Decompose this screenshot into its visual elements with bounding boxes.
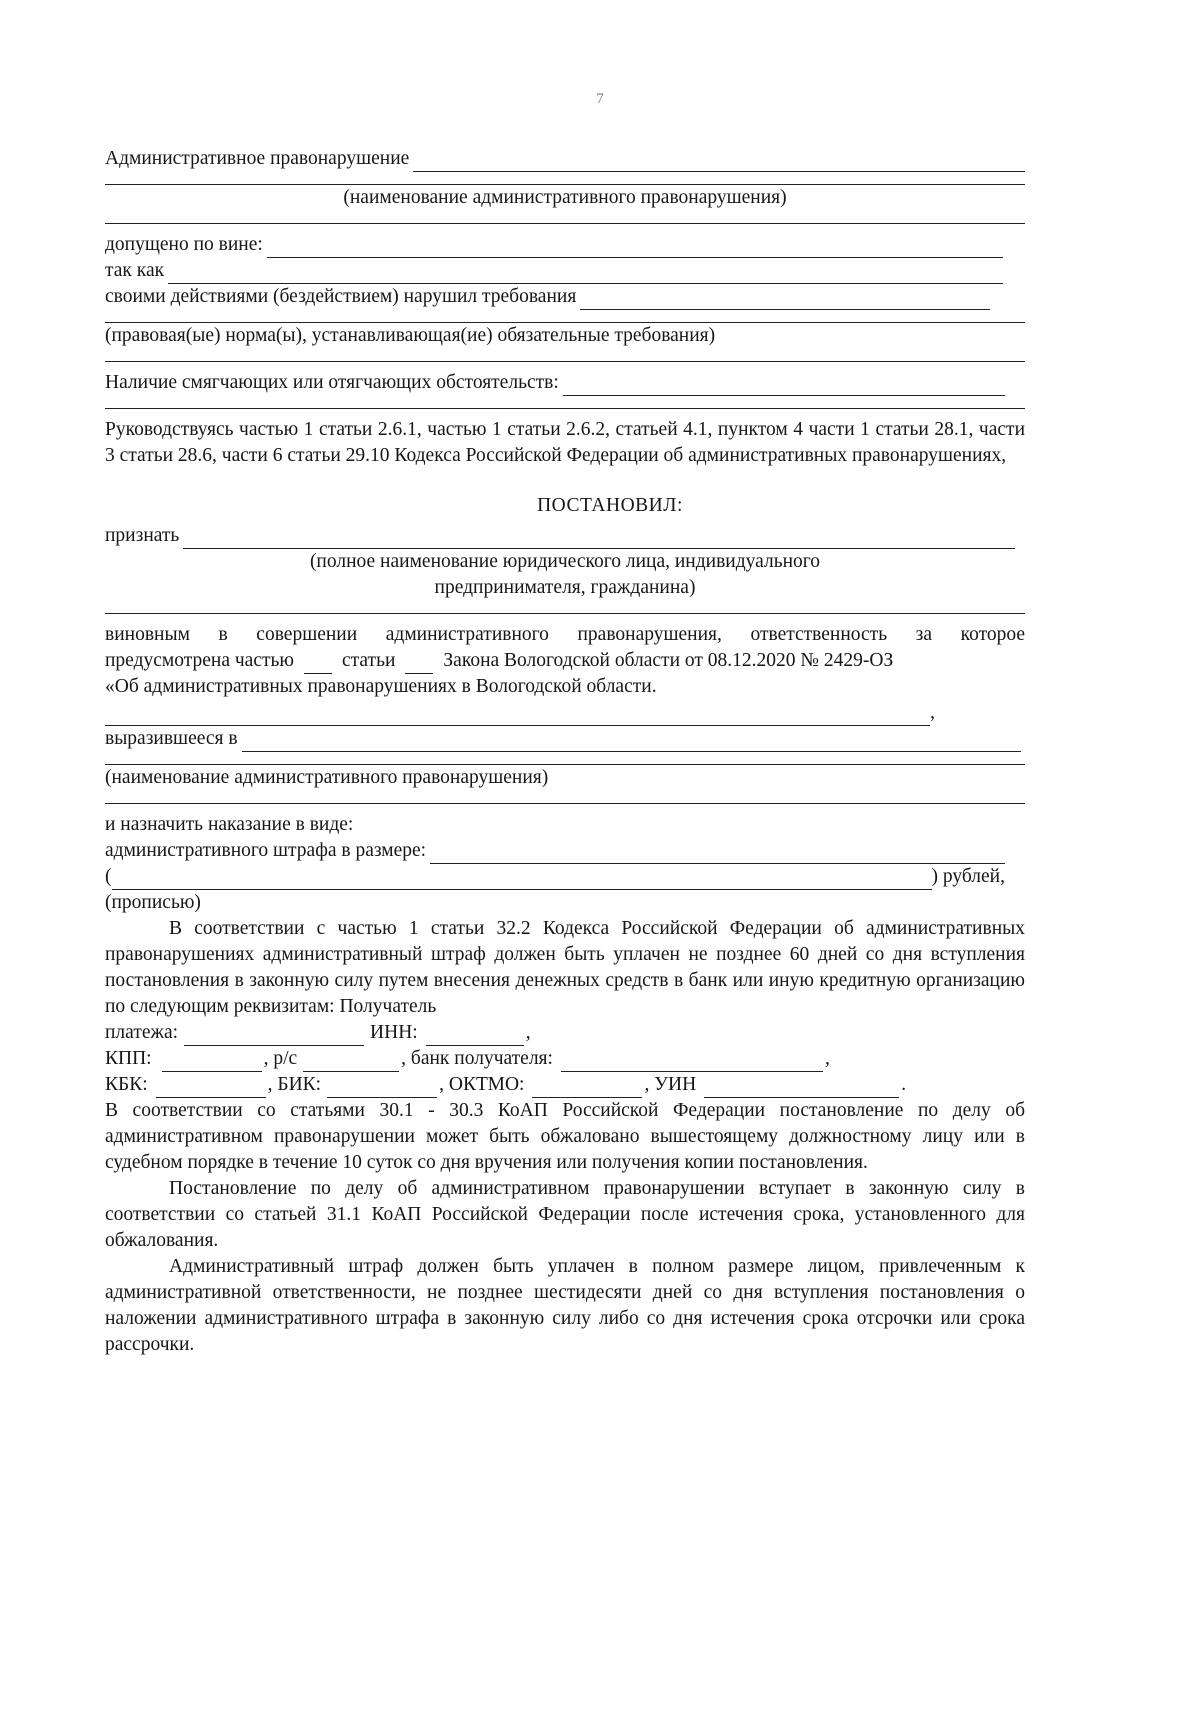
violated-label: своими действиями (бездействием) нарушил требования	[105, 286, 577, 307]
inn-label: ИНН:	[370, 1022, 418, 1043]
assign-text: и назначить наказание в виде:	[105, 814, 354, 835]
recognize-blank[interactable]	[183, 529, 1015, 549]
guilty-extra-blank[interactable]	[105, 706, 930, 726]
bik-blank[interactable]	[327, 1078, 437, 1098]
part-label: предусмотрена частью	[105, 650, 294, 671]
payment-paragraph: В соответствии с частью 1 статьи 32.2 Кодекса Российской Федерации об административных правонарушениях административный штраф должен быть уплачен не позднее 60 дней со дня вступления постановления в законную силу путем внесения денежных средств в банк или иную кредитную организацию по следующим реквизитам: Получатель	[105, 918, 1025, 1017]
in-words-note: (прописью)	[105, 892, 201, 913]
guilty-para-line-1: виновным в совершении административного правонарушения, ответственность за которое	[105, 624, 1025, 645]
expressed-blank[interactable]	[242, 732, 1021, 752]
guided-paragraph: Руководствуясь частью 1 статьи 2.6.1, частью 1 статьи 2.6.2, статьей 4.1, пунктом 4 части 1 статьи 28.1, части 3 статьи 28.6, части 6 статьи 29.10 Кодекса Российской Федерации об административных правонарушениях,	[105, 419, 1025, 466]
recognize-label: признать	[105, 525, 180, 546]
violated-blank-2[interactable]	[105, 310, 1025, 323]
uin-dot: .	[901, 1074, 907, 1095]
circumstances-blank-2[interactable]	[105, 396, 1025, 409]
uin-blank[interactable]	[704, 1078, 899, 1098]
payer-blank[interactable]	[184, 1026, 364, 1046]
payer-label: платежа:	[105, 1022, 179, 1043]
fullname-note-1: (полное наименование юридического лица, индивидуального	[309, 551, 821, 572]
because-line	[105, 258, 1025, 284]
legal-norms-note: (правовая(ые) норма(ы), устанавливающая(ие) обязательные требования)	[105, 325, 716, 346]
bank-label: , банк получателя:	[401, 1048, 553, 1069]
circumstances-line	[105, 370, 1025, 396]
bik-label: , БИК:	[267, 1074, 322, 1095]
payer-row	[105, 1020, 1025, 1046]
circumstances-blank[interactable]	[563, 376, 1005, 396]
bank-blank[interactable]	[561, 1052, 823, 1072]
offense-name-note-2: (наименование административного правонарушения)	[105, 767, 549, 788]
fine-words-blank[interactable]	[112, 870, 932, 890]
effective-paragraph: Постановление по делу об административном правонарушении вступает в законную силу в соответствии со статьей 31.1 КоАП Российской Федерации после истечения срока, установленного для обжалования.	[105, 1178, 1025, 1251]
bank-comma: ,	[824, 1048, 830, 1069]
because-blank[interactable]	[168, 264, 1003, 284]
oktmo-blank[interactable]	[532, 1078, 642, 1098]
expressed-line	[105, 726, 1025, 752]
offense-label: Административное правонарушение	[105, 148, 410, 169]
form-body	[105, 146, 1025, 1358]
offense-name-note: (наименование административного правонарушения)	[343, 187, 787, 208]
fine-line	[105, 838, 1025, 864]
offense-blank-3[interactable]	[105, 211, 1025, 224]
guilty-extra-line	[105, 700, 1025, 726]
appeal-paragraph: В соответствии со статьями 30.1 - 30.3 КоАП Российской Федерации постановление по делу об административном правонарушении может быть обжаловано вышестоящему должностному лицу или в судебном порядке в течение 10 суток со дня вручения или получения копии постановления.	[105, 1100, 1025, 1173]
part-blank[interactable]	[304, 654, 332, 674]
fullname-blank[interactable]	[105, 601, 1025, 614]
kbk-blank[interactable]	[156, 1078, 266, 1098]
offense-blank[interactable]	[413, 152, 1025, 172]
fine-label: административного штрафа в размере:	[105, 840, 427, 861]
guilty-blank[interactable]	[267, 238, 1003, 258]
rs-blank[interactable]	[303, 1052, 399, 1072]
guilty-extra-comma: ,	[930, 702, 935, 723]
kpp-row	[105, 1046, 1025, 1072]
guilty-label: допущено по вине:	[105, 234, 263, 255]
expressed-blank-2[interactable]	[105, 752, 1025, 765]
fine-words-line	[105, 864, 1025, 890]
kbk-label: КБК:	[105, 1074, 148, 1095]
fine-paid-paragraph: Административный штраф должен быть уплачен в полном размере лицом, привлеченным к административной ответственности, не позднее шестидесяти дней со дня вступления постановления о наложении административного штрафа в законную силу либо со дня истечения срока отсрочки или срока рассрочки.	[105, 1256, 1025, 1355]
because-label: так как	[105, 260, 165, 281]
decision-heading: ПОСТАНОВИЛ:	[537, 495, 683, 516]
article-label: статьи	[341, 650, 396, 671]
legal-norms-blank[interactable]	[105, 349, 1025, 362]
violated-blank[interactable]	[580, 290, 990, 310]
recognize-line	[105, 523, 1025, 549]
oktmo-label: , ОКТМО:	[439, 1074, 525, 1095]
inn-blank[interactable]	[426, 1026, 524, 1046]
paren-open: (	[105, 866, 112, 887]
offense-name-blank-2[interactable]	[105, 791, 1025, 804]
rubles-label: ) рублей,	[931, 866, 1005, 887]
kpp-blank[interactable]	[162, 1052, 262, 1072]
article-blank[interactable]	[405, 654, 433, 674]
uin-label: , УИН	[644, 1074, 697, 1095]
page-number: 7	[596, 91, 604, 107]
inn-comma: ,	[525, 1022, 531, 1043]
offense-blank-2[interactable]	[105, 172, 1025, 185]
rs-label: , р/с	[263, 1048, 298, 1069]
guilty-para-line-2	[105, 648, 1025, 674]
expressed-label: выразившееся в	[105, 728, 238, 749]
kbk-row	[105, 1072, 1025, 1098]
guilty-line	[105, 232, 1025, 258]
fine-amount-blank[interactable]	[430, 844, 1005, 864]
law-reference: Закона Вологодской области от 08.12.2020 № 2429-ОЗ	[443, 650, 894, 671]
guilty-para-line-3: «Об административных правонарушениях в Вологодской области.	[105, 676, 657, 697]
fullname-note-2: предпринимателя, гражданина)	[434, 577, 696, 598]
kpp-label: КПП:	[105, 1048, 152, 1069]
circumstances-label: Наличие смягчающих или отягчающих обстоятельств:	[105, 372, 559, 393]
offense-line	[105, 146, 1025, 172]
violated-line	[105, 284, 1025, 310]
